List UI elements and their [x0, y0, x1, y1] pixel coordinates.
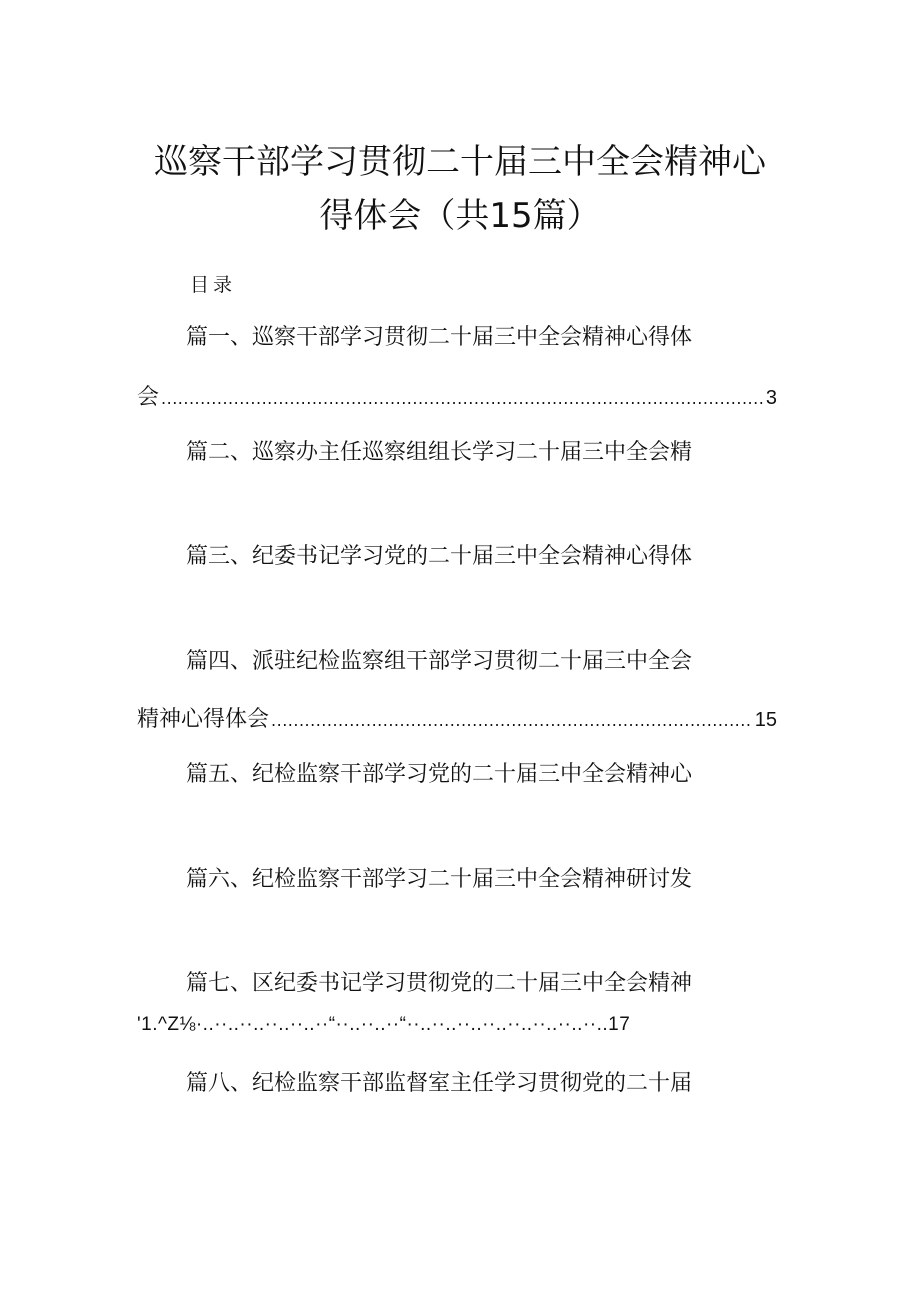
toc-entry-3[interactable]: 篇三、纪委书记学习党的二十届三中全会精神心得体: [186, 544, 693, 569]
toc-entry-1-continuation: 会: [137, 385, 160, 410]
document-title-line-1: 巡察干部学习贯彻二十届三中全会精神心: [154, 142, 766, 182]
dot-leader: [161, 389, 764, 408]
toc-entry-4-continuation: 精神心得体会: [137, 707, 270, 732]
toc-heading: 目录: [190, 274, 237, 296]
toc-entry-4-page: 15: [754, 709, 777, 731]
toc-entry-8[interactable]: 篇八、纪检监察干部监督室主任学习贯彻党的二十届: [186, 1071, 693, 1096]
toc-entry-2[interactable]: 篇二、巡察办主任巡察组组长学习二十届三中全会精: [186, 440, 693, 465]
toc-entry-4[interactable]: 篇四、派驻纪检监察组干部学习贯彻二十届三中全会: [186, 649, 693, 674]
toc-entry-4-leader[interactable]: [137, 702, 777, 733]
toc-entry-6[interactable]: 篇六、纪检监察干部学习二十届三中全会精神研讨发: [186, 867, 693, 892]
toc-entry-1-page: 3: [765, 387, 777, 409]
toc-entry-7[interactable]: 篇七、区纪委书记学习贯彻党的二十届三中全会精神: [186, 971, 693, 996]
toc-entry-5[interactable]: 篇五、纪检监察干部学习党的二十届三中全会精神心: [186, 762, 693, 787]
dot-leader: [271, 711, 753, 730]
toc-entry-1-leader[interactable]: [137, 380, 777, 411]
toc-entry-7-ocr-leader: '1.^Z⅛·..··..··..··..··..··“··..··..··“··..··..··..··..··..··..··..··..17: [137, 1014, 631, 1035]
toc-entry-1[interactable]: 篇一、巡察干部学习贯彻二十届三中全会精神心得体: [186, 325, 693, 350]
document-title-line-2: 得体会（共15篇）: [319, 196, 601, 236]
